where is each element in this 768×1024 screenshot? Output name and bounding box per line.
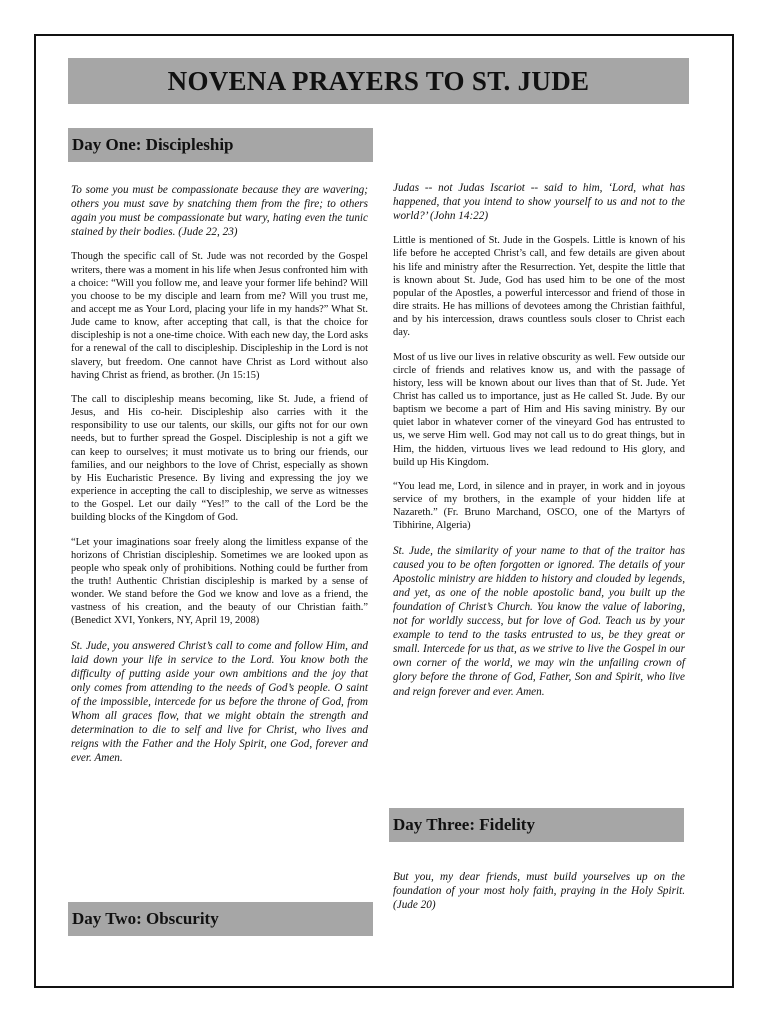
day-two-quote: “You lead me, Lord, in silence and in prayer, in work and in joyous service of my brothers, in the example of your hidden life at Nazareth.” (Fr. Bruno Marchand, OSCO, one of the Martyrs of Tibhirine, Algeria) [393,480,685,532]
day-two-prayer: St. Jude, the similarity of your name to that of the traitor has caused you to be often forgotten or ignored. The details of your Apostolic ministry are hidden to history and clouded by legends, and yet, as one of the noble apostolic band, you built up the foundation of Christ’s Church. You know the value of laboring, not for worldly success, but for love of God. Teach us by your example to tend to the tasks entrusted to us, be they great or small. Intercede for us that, as we strive to live the Gospel in our own corner of the world, we may win the unfailing crown of glory before the throne of God, Father, Son and Spirit, who live and reign forever and ever. Amen. [393,544,685,698]
day-two-heading: Day Two: Obscurity [68,902,373,936]
day-one-paragraph-2: The call to discipleship means becoming, like St. Jude, a friend of Jesus, and His co-heir. Discipleship also carries with it the responsibility to use our talents, our skills, our gifts not for our own needs, but to further spread the Gospel. Discipleship is not a gift we can keep to ourselves; it must motivate us to bring our friends, our families, and our neighbors to the love of Christ, especially as shown by His Eucharistic Presence. By living and expressing the joy we experience in accepting the call to discipleship, we serve as witnesses to the Gospel. Let our daily “Yes!” to the call of the Lord be the building blocks of the Kingdom of God. [71,393,368,524]
day-one-prayer: St. Jude, you answered Christ’s call to come and follow Him, and laid down your life in service to the Lord. You know both the difficulty of putting aside your own ambitions and the joy that only comes from attending to the needs of God’s people. O saint of the impossible, intercede for us before the throne of God, from Whom all graces flow, that we might obtain the strength and determination to die to self and live for Christ, who lives and reigns with the Father and the Holy Spirit, one God, forever and ever. Amen. [71,639,368,765]
day-one-paragraph-1: Though the specific call of St. Jude was not recorded by the Gospel writers, there was a moment in his life when Jesus confronted him with a choice: “Will you follow me, and leave your former life behind? Will you choose to be my disciple and learn from me? Will you trust me, and accept me as Your Lord, placing your life in my hands?” What St. Jude came to know, after accepting that call, is that the choice for discipleship is not a one-time choice. With each new day, the Lord asks for a renewal of the call to discipleship. Discipleship in the Lord is not slavery, but freedom. One cannot have Christ as Lord without also having Christ as friend, as brother. (Jn 15:15) [71,251,368,381]
day-two-paragraph-2: Most of us live our lives in relative obscurity as well. Few outside our circle of friends and relatives know us, and with the passage of history, less will be known about our lives than that of St. Jude. Yet Christ has called us to importance, just as He called St. Jude. By our baptism we become a part of Him and His saving ministry. By our quiet labor in whatever corner of the vineyard God has entrusted to us, we serve Him well. God may not call us to do great things, but in Him, the hidden, virtuous lives we lead redound to His glory, and build up His Kingdom. [393,351,685,468]
day-one-heading: Day One: Discipleship [68,128,373,162]
day-two-paragraph-1: Little is mentioned of St. Jude in the Gospels. Little is known of his life before he accepted Christ’s call, and few details are given about his life and ministry after the Resurrection. Yet, despite the little that is known about St. Jude, God has used him to be one of the most popular of the Apostles, a powerful intercessor and friend of those in dire straits. He has millions of devotees among the Christian faithful, and by his intercession, draws countless souls closer to Christ each day. [393,235,685,339]
day-one-scripture: To some you must be compassionate because they are wavering; others you must save by snatching them from the fire; to others again you must be compassionate but wary, hating even the tunic stained by their bodies. (Jude 22, 23) [71,184,368,239]
page-title: NOVENA PRAYERS TO ST. JUDE [68,58,689,104]
day-three-scripture: But you, my dear friends, must build yourselves up on the foundation of your most holy faith, praying in the Holy Spirit. (Jude 20) [393,871,685,912]
day-two-scripture: Judas -- not Judas Iscariot -- said to him, ‘Lord, what has happened, that you intend to show yourself to us and not to the world?’ (John 14:22) [393,182,685,223]
day-three-column [393,870,685,923]
left-column [71,183,368,776]
right-column [393,181,685,710]
day-one-quote: “Let your imaginations soar freely along the limitless expanse of the horizons of Christian discipleship. Sometimes we are looked upon as people who speak only of prohibitions. Nothing could be further from the truth! Authentic Christian discipleship is marked by a sense of wonder. We stand before the God we know and love as a friend, the vastness of his creation, and the beauty of our Christian faith.” (Benedict XVI, Yonkers, NY, April 19, 2008) [71,536,368,627]
day-three-heading: Day Three: Fidelity [389,808,684,842]
